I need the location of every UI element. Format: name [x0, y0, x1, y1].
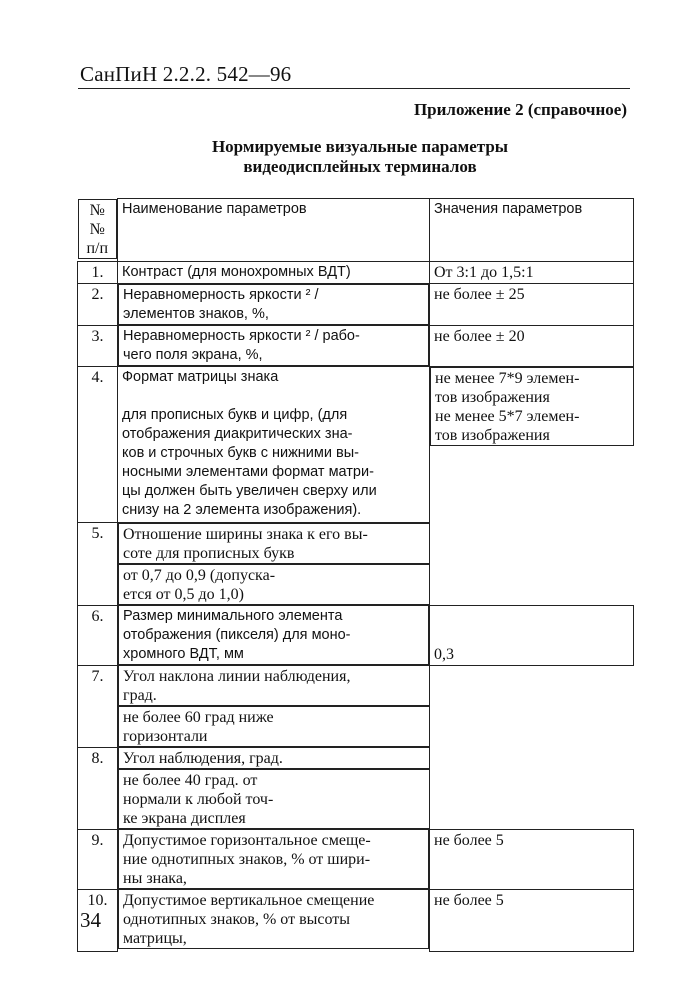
- parameter-value: от 0,7 до 0,9 (допуска- ется от 0,5 до 1,0): [118, 564, 430, 605]
- table-row: [78, 889, 634, 951]
- row-number: 9.: [78, 829, 118, 889]
- parameter-value: От 3:1 до 1,5:1: [430, 262, 634, 284]
- column-header-name: Наименование параметров: [118, 199, 430, 262]
- parameter-value: не более 5: [430, 829, 634, 889]
- row-number: 7.: [78, 665, 118, 747]
- parameter-name: Отношение ширины знака к его вы- соте для прописных букв: [118, 523, 430, 564]
- parameter-value: не менее 7*9 элемен- тов изображения не менее 5*7 элемен- тов изображения: [430, 367, 634, 446]
- table-title-line-1: Нормируемые визуальные параметры: [211, 137, 509, 156]
- parameter-name: Допустимое вертикальное смещение однотипных знаков, % от высоты матрицы,: [118, 889, 429, 949]
- parameter-name: Размер минимального элемента отображения (пикселя) для моно- хромного ВДТ, мм: [118, 605, 429, 665]
- row-number: 2.: [78, 284, 118, 326]
- table-title-line-2: видеодисплейных терминалов: [243, 157, 477, 176]
- parameter-value: не более ± 20: [430, 325, 634, 367]
- parameter-name: Угол наклона линии наблюдения, град.: [118, 665, 430, 706]
- row-number: 4.: [78, 367, 118, 523]
- appendix-label: Приложение 2 (справочное): [413, 100, 627, 119]
- row-number: 5.: [78, 523, 118, 606]
- table-row: [78, 605, 634, 665]
- page-number: 34: [80, 908, 101, 932]
- table-row: [78, 523, 634, 606]
- parameter-value: [430, 605, 634, 665]
- parameter-value: не более ± 25: [430, 284, 634, 326]
- parameter-value: не более 40 град. от нормали к любой точ- ке экрана дисплея: [118, 769, 430, 829]
- parameter-name: Угол наблюдения, град.: [118, 747, 430, 769]
- parameters-table: [77, 198, 634, 952]
- parameter-name-head: Формат матрицы знака: [122, 369, 279, 385]
- row-number: 1.: [78, 262, 118, 284]
- parameter-value: не более 60 град ниже горизонтали: [118, 706, 430, 747]
- parameter-value: не более 5: [430, 889, 634, 951]
- spacer: [122, 387, 425, 406]
- table-header-row: [78, 199, 634, 262]
- parameter-value-text: 0,3: [434, 645, 454, 663]
- table-row: [78, 829, 634, 889]
- row-number: 8.: [78, 747, 118, 829]
- row-number: 10.: [78, 889, 118, 951]
- table-row: [78, 367, 634, 523]
- table-row: [78, 665, 634, 747]
- parameter-name: Неравномерность яркости ² / рабо- чего поля экрана, %,: [118, 325, 429, 366]
- table-row: [78, 747, 634, 829]
- column-header-number: № № п/п: [78, 199, 118, 259]
- parameter-name-note: для прописных букв и цифр, (для отображения диакритических зна- ков и строчных букв с нижними вы- носными элементами формат матри- цы должен быть увеличен сверху или снизу на 2 элемента изображения).: [122, 407, 377, 518]
- parameter-name: [118, 367, 430, 523]
- table-row: [78, 262, 634, 284]
- table-row: [78, 325, 634, 367]
- parameter-name: Допустимое горизонтальное смеще- ние однотипных знаков, % от шири- ны знака,: [118, 829, 429, 889]
- table-row: [78, 284, 634, 326]
- column-header-value: Значения параметров: [430, 199, 634, 262]
- parameter-name: Контраст (для монохромных ВДТ): [118, 262, 430, 284]
- row-number: 6.: [78, 605, 118, 665]
- row-number: 3.: [78, 325, 118, 367]
- header-rule: [78, 88, 630, 89]
- running-title: СанПиН 2.2.2. 542—96: [80, 62, 292, 86]
- parameter-name: Неравномерность яркости ² / элементов знаков, %,: [118, 284, 429, 325]
